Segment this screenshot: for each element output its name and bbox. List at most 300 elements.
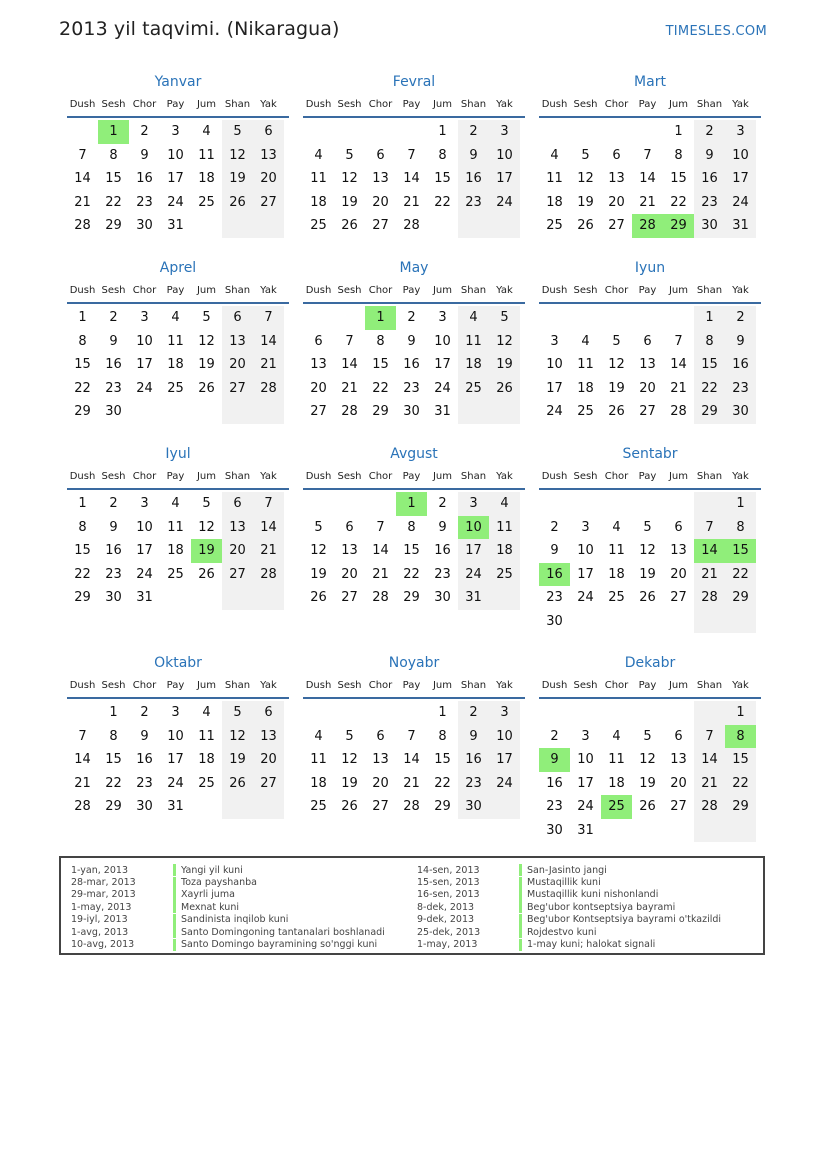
day-cell[interactable]: 5 bbox=[612, 333, 621, 349]
day-cell[interactable]: 16 bbox=[546, 775, 563, 791]
day-cell[interactable]: 2 bbox=[550, 519, 559, 535]
day-cell[interactable]: 23 bbox=[694, 191, 725, 215]
day-cell[interactable]: 23 bbox=[458, 772, 489, 796]
day-cell[interactable]: 4 bbox=[314, 728, 323, 744]
day-cell[interactable]: 8 bbox=[78, 333, 87, 349]
day-cell[interactable]: 23 bbox=[136, 775, 153, 791]
day-cell[interactable]: 23 bbox=[546, 799, 563, 814]
day-cell[interactable]: 18 bbox=[198, 752, 215, 767]
day-cell[interactable]: 22 bbox=[694, 377, 725, 401]
day-cell[interactable]: 17 bbox=[136, 543, 153, 558]
day-cell[interactable]: 26 bbox=[198, 380, 215, 396]
day-cell[interactable]: 26 bbox=[639, 590, 656, 605]
day-cell[interactable]: 11 bbox=[167, 333, 184, 349]
day-cell[interactable]: 9 bbox=[458, 144, 489, 168]
day-cell[interactable]: 3 bbox=[140, 310, 149, 325]
day-cell[interactable]: 28 bbox=[694, 586, 725, 610]
day-cell[interactable]: 30 bbox=[458, 795, 489, 819]
day-cell[interactable]: 3 bbox=[489, 120, 520, 144]
day-cell[interactable]: 10 bbox=[489, 725, 520, 749]
day-cell[interactable]: 15 bbox=[74, 357, 91, 372]
day-cell[interactable]: 4 bbox=[581, 333, 590, 349]
day-cell[interactable]: 29 bbox=[105, 799, 122, 814]
day-cell[interactable]: 29 bbox=[372, 404, 389, 419]
day-cell[interactable]: 28 bbox=[403, 799, 420, 814]
day-cell[interactable]: 26 bbox=[639, 799, 656, 814]
day-cell[interactable]: 22 bbox=[74, 566, 91, 582]
day-cell[interactable]: 29 bbox=[663, 214, 694, 238]
day-cell[interactable]: 28 bbox=[372, 590, 389, 605]
day-cell[interactable]: 7 bbox=[694, 725, 725, 749]
day-cell[interactable]: 9 bbox=[725, 330, 756, 354]
day-cell[interactable]: 10 bbox=[577, 543, 594, 558]
day-cell[interactable]: 17 bbox=[546, 380, 563, 396]
day-cell[interactable]: 13 bbox=[222, 330, 253, 354]
day-cell[interactable]: 24 bbox=[577, 799, 594, 814]
day-cell[interactable]: 25 bbox=[198, 775, 215, 791]
day-cell[interactable]: 1 bbox=[98, 120, 129, 144]
day-cell[interactable]: 6 bbox=[253, 120, 284, 144]
day-cell[interactable]: 24 bbox=[725, 191, 756, 215]
day-cell[interactable]: 19 bbox=[639, 775, 656, 791]
day-cell[interactable]: 31 bbox=[136, 590, 153, 605]
day-cell[interactable]: 4 bbox=[202, 705, 211, 720]
day-cell[interactable]: 20 bbox=[253, 167, 284, 191]
day-cell[interactable]: 2 bbox=[109, 310, 118, 325]
day-cell[interactable]: 17 bbox=[167, 752, 184, 767]
day-cell[interactable]: 14 bbox=[694, 748, 725, 772]
day-cell[interactable]: 13 bbox=[372, 752, 389, 767]
day-cell[interactable]: 5 bbox=[643, 519, 652, 535]
day-cell[interactable]: 15 bbox=[105, 171, 122, 186]
day-cell[interactable]: 20 bbox=[670, 566, 687, 582]
day-cell[interactable]: 18 bbox=[167, 543, 184, 558]
day-cell[interactable]: 2 bbox=[458, 701, 489, 725]
day-cell[interactable]: 29 bbox=[725, 795, 756, 819]
day-cell[interactable]: 9 bbox=[694, 144, 725, 168]
day-cell[interactable]: 18 bbox=[167, 357, 184, 372]
day-cell[interactable]: 1 bbox=[725, 701, 756, 725]
day-cell[interactable]: 7 bbox=[407, 147, 416, 163]
day-cell[interactable]: 31 bbox=[434, 404, 451, 419]
day-cell[interactable]: 10 bbox=[167, 728, 184, 744]
day-cell[interactable]: 24 bbox=[167, 194, 184, 210]
day-cell[interactable]: 25 bbox=[310, 218, 327, 233]
day-cell[interactable]: 21 bbox=[74, 775, 91, 791]
day-cell[interactable]: 13 bbox=[608, 171, 625, 186]
day-cell[interactable]: 5 bbox=[345, 728, 354, 744]
day-cell[interactable]: 7 bbox=[674, 333, 683, 349]
day-cell[interactable]: 22 bbox=[725, 563, 756, 587]
day-cell[interactable]: 25 bbox=[546, 218, 563, 233]
day-cell[interactable]: 12 bbox=[608, 357, 625, 372]
day-cell[interactable]: 6 bbox=[674, 728, 683, 744]
day-cell[interactable]: 12 bbox=[310, 543, 327, 558]
day-cell[interactable]: 29 bbox=[74, 404, 91, 419]
day-cell[interactable]: 23 bbox=[136, 194, 153, 210]
day-cell[interactable]: 24 bbox=[136, 566, 153, 582]
day-cell[interactable]: 7 bbox=[376, 519, 385, 535]
day-cell[interactable]: 23 bbox=[546, 590, 563, 605]
day-cell[interactable]: 1 bbox=[365, 306, 396, 330]
day-cell[interactable]: 8 bbox=[78, 519, 87, 535]
day-cell[interactable]: 13 bbox=[253, 725, 284, 749]
day-cell[interactable]: 1 bbox=[78, 310, 87, 325]
day-cell[interactable]: 1 bbox=[725, 492, 756, 516]
day-cell[interactable]: 20 bbox=[341, 566, 358, 582]
day-cell[interactable]: 14 bbox=[694, 539, 725, 563]
day-cell[interactable]: 20 bbox=[670, 775, 687, 791]
day-cell[interactable]: 25 bbox=[458, 377, 489, 401]
day-cell[interactable]: 11 bbox=[310, 752, 327, 767]
day-cell[interactable]: 21 bbox=[639, 194, 656, 210]
day-cell[interactable]: 27 bbox=[222, 563, 253, 587]
day-cell[interactable]: 28 bbox=[74, 799, 91, 814]
day-cell[interactable]: 17 bbox=[489, 748, 520, 772]
day-cell[interactable]: 26 bbox=[198, 566, 215, 582]
day-cell[interactable]: 18 bbox=[310, 194, 327, 210]
day-cell[interactable]: 11 bbox=[458, 330, 489, 354]
day-cell[interactable]: 6 bbox=[222, 306, 253, 330]
day-cell[interactable]: 4 bbox=[612, 728, 621, 744]
day-cell[interactable]: 16 bbox=[403, 357, 420, 372]
day-cell[interactable]: 16 bbox=[434, 543, 451, 558]
day-cell[interactable]: 20 bbox=[372, 194, 389, 210]
day-cell[interactable]: 5 bbox=[489, 306, 520, 330]
day-cell[interactable]: 22 bbox=[105, 194, 122, 210]
site-link[interactable]: TIMESLES.COM bbox=[665, 24, 767, 39]
day-cell[interactable]: 22 bbox=[725, 772, 756, 796]
day-cell[interactable]: 25 bbox=[577, 404, 594, 419]
day-cell[interactable]: 8 bbox=[438, 147, 447, 163]
day-cell[interactable]: 21 bbox=[694, 772, 725, 796]
day-cell[interactable]: 3 bbox=[581, 519, 590, 535]
day-cell[interactable]: 10 bbox=[167, 147, 184, 163]
day-cell[interactable]: 5 bbox=[202, 496, 211, 511]
day-cell[interactable]: 27 bbox=[372, 799, 389, 814]
day-cell[interactable]: 18 bbox=[489, 539, 520, 563]
day-cell[interactable]: 6 bbox=[253, 701, 284, 725]
day-cell[interactable]: 26 bbox=[608, 404, 625, 419]
day-cell[interactable]: 1 bbox=[438, 124, 447, 139]
day-cell[interactable]: 24 bbox=[458, 563, 489, 587]
day-cell[interactable]: 16 bbox=[105, 543, 122, 558]
day-cell[interactable]: 8 bbox=[407, 519, 416, 535]
day-cell[interactable]: 31 bbox=[167, 799, 184, 814]
day-cell[interactable]: 25 bbox=[167, 566, 184, 582]
day-cell[interactable]: 10 bbox=[136, 333, 153, 349]
day-cell[interactable]: 19 bbox=[489, 353, 520, 377]
day-cell[interactable]: 8 bbox=[376, 333, 385, 349]
day-cell[interactable]: 9 bbox=[407, 333, 416, 349]
day-cell[interactable]: 31 bbox=[458, 586, 489, 610]
day-cell[interactable]: 18 bbox=[546, 194, 563, 210]
day-cell[interactable]: 3 bbox=[725, 120, 756, 144]
day-cell[interactable]: 14 bbox=[341, 357, 358, 372]
day-cell[interactable]: 9 bbox=[140, 728, 149, 744]
day-cell[interactable]: 14 bbox=[403, 171, 420, 186]
day-cell[interactable]: 20 bbox=[639, 380, 656, 396]
day-cell[interactable]: 10 bbox=[136, 519, 153, 535]
day-cell[interactable]: 29 bbox=[434, 799, 451, 814]
day-cell[interactable]: 12 bbox=[489, 330, 520, 354]
day-cell[interactable]: 19 bbox=[222, 748, 253, 772]
day-cell[interactable]: 30 bbox=[403, 404, 420, 419]
day-cell[interactable]: 14 bbox=[639, 171, 656, 186]
day-cell[interactable]: 28 bbox=[341, 404, 358, 419]
day-cell[interactable]: 8 bbox=[438, 728, 447, 744]
day-cell[interactable]: 30 bbox=[136, 218, 153, 233]
day-cell[interactable]: 5 bbox=[222, 701, 253, 725]
day-cell[interactable]: 19 bbox=[341, 775, 358, 791]
day-cell[interactable]: 28 bbox=[632, 214, 663, 238]
day-cell[interactable]: 1 bbox=[78, 496, 87, 511]
day-cell[interactable]: 28 bbox=[253, 377, 284, 401]
day-cell[interactable]: 27 bbox=[341, 590, 358, 605]
day-cell[interactable]: 31 bbox=[167, 218, 184, 233]
day-cell[interactable]: 4 bbox=[171, 310, 180, 325]
day-cell[interactable]: 9 bbox=[438, 519, 447, 535]
day-cell[interactable]: 13 bbox=[639, 357, 656, 372]
day-cell[interactable]: 31 bbox=[577, 822, 594, 838]
day-cell[interactable]: 9 bbox=[109, 333, 118, 349]
day-cell[interactable]: 19 bbox=[191, 539, 222, 563]
day-cell[interactable]: 20 bbox=[253, 748, 284, 772]
day-cell[interactable]: 10 bbox=[546, 357, 563, 372]
day-cell[interactable]: 13 bbox=[310, 357, 327, 372]
day-cell[interactable]: 2 bbox=[109, 496, 118, 511]
day-cell[interactable]: 16 bbox=[458, 748, 489, 772]
day-cell[interactable]: 6 bbox=[222, 492, 253, 516]
day-cell[interactable]: 10 bbox=[725, 144, 756, 168]
day-cell[interactable]: 21 bbox=[341, 380, 358, 396]
day-cell[interactable]: 28 bbox=[694, 795, 725, 819]
day-cell[interactable]: 16 bbox=[725, 353, 756, 377]
day-cell[interactable]: 17 bbox=[434, 357, 451, 372]
day-cell[interactable]: 27 bbox=[372, 218, 389, 233]
day-cell[interactable]: 26 bbox=[222, 191, 253, 215]
day-cell[interactable]: 21 bbox=[403, 194, 420, 210]
day-cell[interactable]: 1 bbox=[694, 306, 725, 330]
day-cell[interactable]: 5 bbox=[345, 147, 354, 163]
day-cell[interactable]: 15 bbox=[670, 171, 687, 186]
day-cell[interactable]: 27 bbox=[253, 191, 284, 215]
day-cell[interactable]: 29 bbox=[74, 590, 91, 605]
day-cell[interactable]: 26 bbox=[341, 218, 358, 233]
day-cell[interactable]: 22 bbox=[670, 194, 687, 210]
day-cell[interactable]: 30 bbox=[105, 404, 122, 419]
day-cell[interactable]: 17 bbox=[136, 357, 153, 372]
day-cell[interactable]: 21 bbox=[253, 539, 284, 563]
day-cell[interactable]: 7 bbox=[345, 333, 354, 349]
day-cell[interactable]: 9 bbox=[140, 147, 149, 163]
day-cell[interactable]: 14 bbox=[74, 171, 91, 186]
day-cell[interactable]: 23 bbox=[434, 566, 451, 582]
day-cell[interactable]: 16 bbox=[694, 167, 725, 191]
day-cell[interactable]: 26 bbox=[489, 377, 520, 401]
day-cell[interactable]: 21 bbox=[670, 380, 687, 396]
day-cell[interactable]: 6 bbox=[612, 147, 621, 163]
day-cell[interactable]: 23 bbox=[403, 380, 420, 396]
day-cell[interactable]: 20 bbox=[372, 775, 389, 791]
day-cell[interactable]: 11 bbox=[577, 357, 594, 372]
day-cell[interactable]: 22 bbox=[372, 380, 389, 396]
day-cell[interactable]: 1 bbox=[396, 492, 427, 516]
day-cell[interactable]: 30 bbox=[725, 400, 756, 424]
day-cell[interactable]: 9 bbox=[539, 748, 570, 772]
day-cell[interactable]: 14 bbox=[253, 516, 284, 540]
day-cell[interactable]: 7 bbox=[253, 492, 284, 516]
day-cell[interactable]: 24 bbox=[577, 590, 594, 605]
day-cell[interactable]: 23 bbox=[105, 380, 122, 396]
day-cell[interactable]: 19 bbox=[341, 194, 358, 210]
day-cell[interactable]: 27 bbox=[222, 377, 253, 401]
day-cell[interactable]: 12 bbox=[639, 543, 656, 558]
day-cell[interactable]: 19 bbox=[222, 167, 253, 191]
day-cell[interactable]: 4 bbox=[550, 147, 559, 163]
day-cell[interactable]: 1 bbox=[109, 705, 118, 720]
day-cell[interactable]: 2 bbox=[140, 705, 149, 720]
day-cell[interactable]: 14 bbox=[74, 752, 91, 767]
day-cell[interactable]: 17 bbox=[489, 167, 520, 191]
day-cell[interactable]: 28 bbox=[253, 563, 284, 587]
day-cell[interactable]: 16 bbox=[136, 752, 153, 767]
day-cell[interactable]: 15 bbox=[694, 353, 725, 377]
day-cell[interactable]: 31 bbox=[725, 214, 756, 238]
day-cell[interactable]: 14 bbox=[670, 357, 687, 372]
day-cell[interactable]: 25 bbox=[167, 380, 184, 396]
day-cell[interactable]: 22 bbox=[403, 566, 420, 582]
day-cell[interactable]: 20 bbox=[310, 380, 327, 396]
day-cell[interactable]: 2 bbox=[458, 120, 489, 144]
day-cell[interactable]: 20 bbox=[222, 353, 253, 377]
day-cell[interactable]: 14 bbox=[372, 543, 389, 558]
day-cell[interactable]: 30 bbox=[136, 799, 153, 814]
day-cell[interactable]: 6 bbox=[345, 519, 354, 535]
day-cell[interactable]: 15 bbox=[434, 752, 451, 767]
day-cell[interactable]: 27 bbox=[670, 799, 687, 814]
day-cell[interactable]: 7 bbox=[643, 147, 652, 163]
day-cell[interactable]: 19 bbox=[577, 194, 594, 210]
day-cell[interactable]: 1 bbox=[438, 705, 447, 720]
day-cell[interactable]: 19 bbox=[639, 566, 656, 582]
day-cell[interactable]: 18 bbox=[310, 775, 327, 791]
day-cell[interactable]: 7 bbox=[78, 147, 87, 163]
day-cell[interactable]: 6 bbox=[376, 147, 385, 163]
day-cell[interactable]: 4 bbox=[612, 519, 621, 535]
day-cell[interactable]: 18 bbox=[577, 380, 594, 396]
day-cell[interactable]: 8 bbox=[725, 725, 756, 749]
day-cell[interactable]: 11 bbox=[546, 171, 563, 186]
day-cell[interactable]: 3 bbox=[171, 124, 180, 139]
day-cell[interactable]: 17 bbox=[167, 171, 184, 186]
day-cell[interactable]: 13 bbox=[341, 543, 358, 558]
day-cell[interactable]: 11 bbox=[167, 519, 184, 535]
day-cell[interactable]: 25 bbox=[198, 194, 215, 210]
day-cell[interactable]: 10 bbox=[489, 144, 520, 168]
day-cell[interactable]: 19 bbox=[198, 357, 215, 372]
day-cell[interactable]: 8 bbox=[694, 330, 725, 354]
day-cell[interactable]: 21 bbox=[253, 353, 284, 377]
day-cell[interactable]: 12 bbox=[639, 752, 656, 767]
day-cell[interactable]: 14 bbox=[403, 752, 420, 767]
day-cell[interactable]: 24 bbox=[489, 772, 520, 796]
day-cell[interactable]: 9 bbox=[109, 519, 118, 535]
day-cell[interactable]: 22 bbox=[434, 194, 451, 210]
day-cell[interactable]: 3 bbox=[458, 492, 489, 516]
day-cell[interactable]: 4 bbox=[314, 147, 323, 163]
day-cell[interactable]: 3 bbox=[489, 701, 520, 725]
day-cell[interactable]: 21 bbox=[372, 566, 389, 582]
day-cell[interactable]: 7 bbox=[78, 728, 87, 744]
day-cell[interactable]: 30 bbox=[546, 613, 563, 629]
day-cell[interactable]: 22 bbox=[74, 380, 91, 396]
day-cell[interactable]: 2 bbox=[725, 306, 756, 330]
day-cell[interactable]: 13 bbox=[670, 543, 687, 558]
day-cell[interactable]: 11 bbox=[608, 543, 625, 558]
day-cell[interactable]: 6 bbox=[643, 333, 652, 349]
day-cell[interactable]: 29 bbox=[694, 400, 725, 424]
day-cell[interactable]: 3 bbox=[140, 496, 149, 511]
day-cell[interactable]: 17 bbox=[725, 167, 756, 191]
day-cell[interactable]: 2 bbox=[407, 310, 416, 325]
day-cell[interactable]: 11 bbox=[608, 752, 625, 767]
day-cell[interactable]: 16 bbox=[136, 171, 153, 186]
day-cell[interactable]: 13 bbox=[670, 752, 687, 767]
day-cell[interactable]: 19 bbox=[608, 380, 625, 396]
day-cell[interactable]: 12 bbox=[198, 333, 215, 349]
day-cell[interactable]: 13 bbox=[253, 144, 284, 168]
day-cell[interactable]: 12 bbox=[577, 171, 594, 186]
day-cell[interactable]: 5 bbox=[314, 519, 323, 535]
day-cell[interactable]: 24 bbox=[167, 775, 184, 791]
day-cell[interactable]: 16 bbox=[539, 563, 570, 587]
day-cell[interactable]: 7 bbox=[253, 306, 284, 330]
day-cell[interactable]: 18 bbox=[458, 353, 489, 377]
day-cell[interactable]: 21 bbox=[74, 194, 91, 210]
day-cell[interactable]: 5 bbox=[643, 728, 652, 744]
day-cell[interactable]: 20 bbox=[608, 194, 625, 210]
day-cell[interactable]: 25 bbox=[489, 563, 520, 587]
day-cell[interactable]: 2 bbox=[438, 496, 447, 511]
day-cell[interactable]: 5 bbox=[202, 310, 211, 325]
day-cell[interactable]: 30 bbox=[694, 214, 725, 238]
day-cell[interactable]: 24 bbox=[489, 191, 520, 215]
day-cell[interactable]: 4 bbox=[202, 124, 211, 139]
day-cell[interactable]: 12 bbox=[341, 171, 358, 186]
day-cell[interactable]: 24 bbox=[136, 380, 153, 396]
day-cell[interactable]: 6 bbox=[314, 333, 323, 349]
day-cell[interactable]: 28 bbox=[74, 218, 91, 233]
day-cell[interactable]: 22 bbox=[434, 775, 451, 791]
day-cell[interactable]: 7 bbox=[407, 728, 416, 744]
day-cell[interactable]: 21 bbox=[694, 563, 725, 587]
day-cell[interactable]: 13 bbox=[222, 516, 253, 540]
day-cell[interactable]: 4 bbox=[171, 496, 180, 511]
day-cell[interactable]: 2 bbox=[550, 728, 559, 744]
day-cell[interactable]: 29 bbox=[105, 218, 122, 233]
day-cell[interactable]: 30 bbox=[105, 590, 122, 605]
day-cell[interactable]: 2 bbox=[140, 124, 149, 139]
day-cell[interactable]: 10 bbox=[434, 333, 451, 349]
day-cell[interactable]: 25 bbox=[608, 590, 625, 605]
day-cell[interactable]: 17 bbox=[458, 539, 489, 563]
day-cell[interactable]: 26 bbox=[310, 590, 327, 605]
day-cell[interactable]: 12 bbox=[341, 752, 358, 767]
day-cell[interactable]: 27 bbox=[670, 590, 687, 605]
day-cell[interactable]: 14 bbox=[253, 330, 284, 354]
day-cell[interactable]: 17 bbox=[577, 775, 594, 791]
